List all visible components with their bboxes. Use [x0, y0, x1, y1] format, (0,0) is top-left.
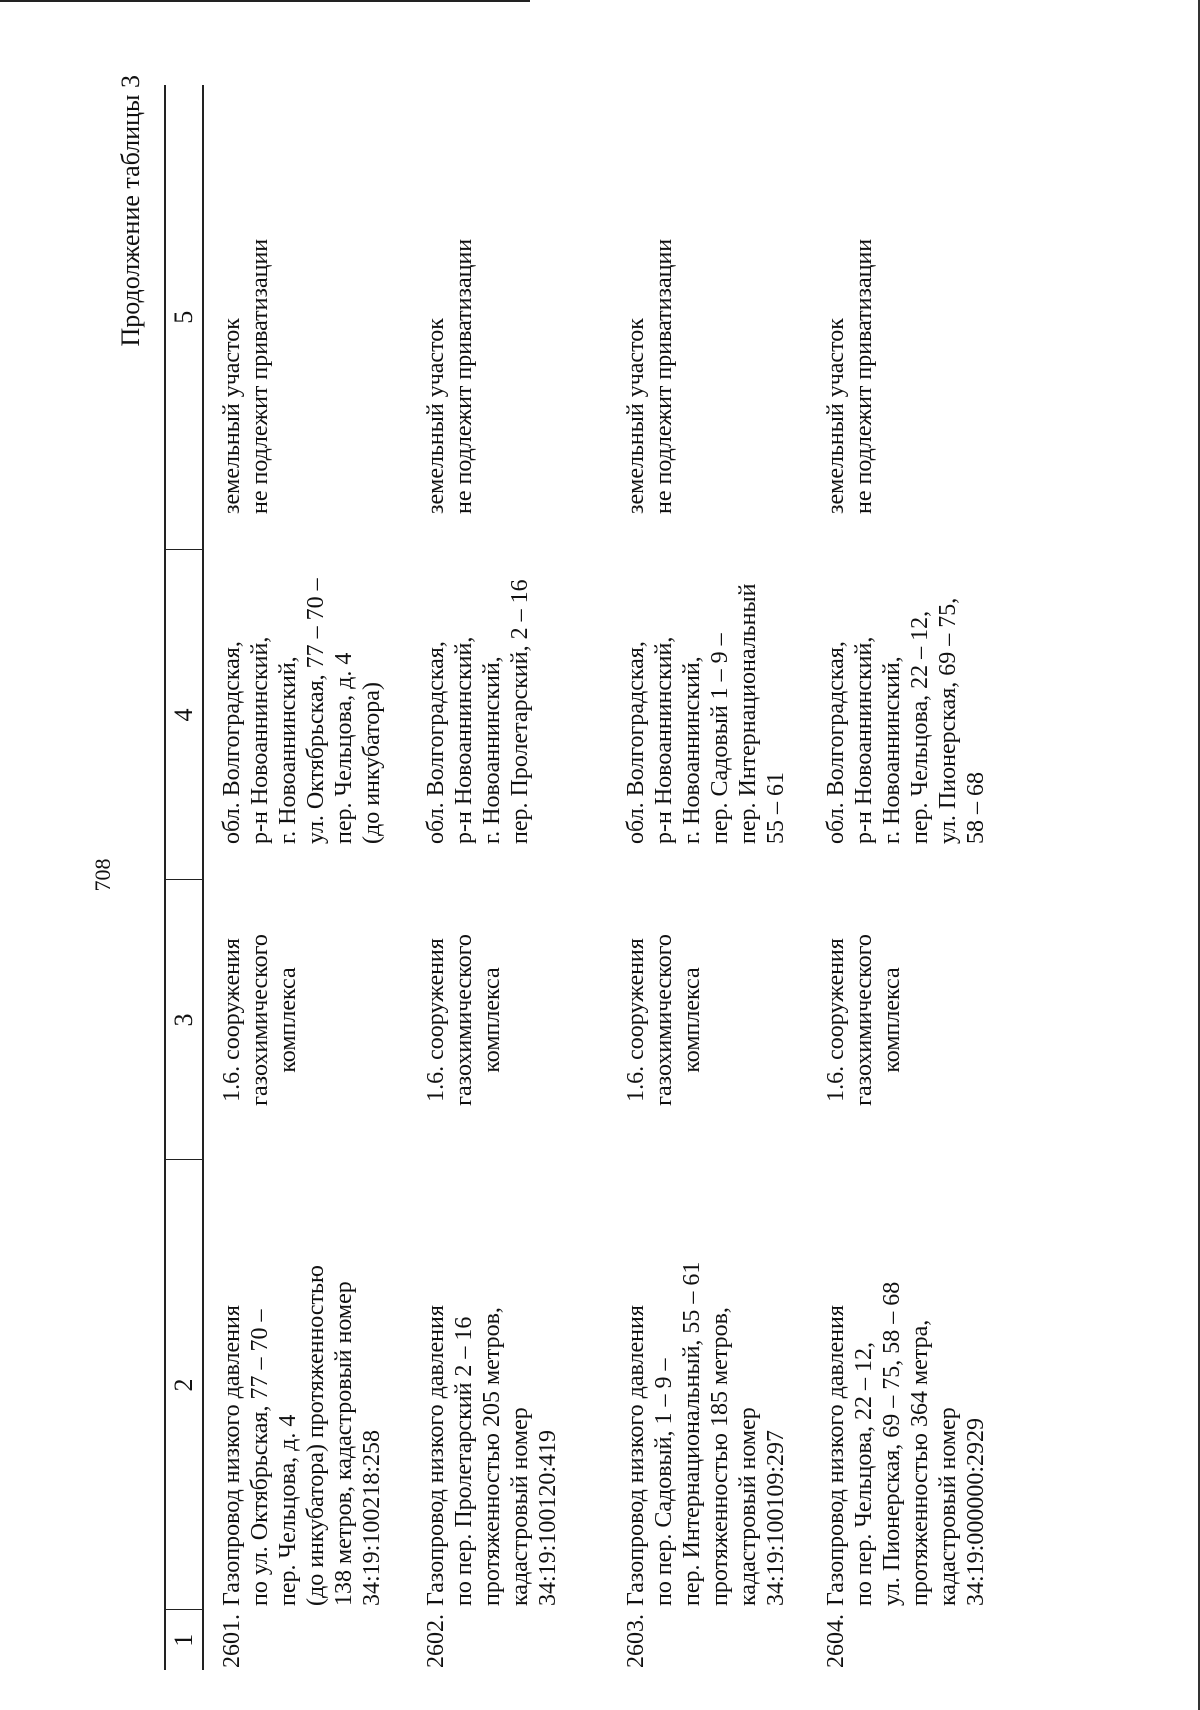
table-caption: Продолжение таблицы 3 — [116, 75, 145, 347]
object-category: 1.6. сооружения газохимического комплекса — [823, 934, 905, 1106]
column-header-3: 3 — [165, 880, 203, 1160]
column-header-5: 5 — [165, 85, 203, 550]
object-description: Газопровод низкого давления по пер. Пролетарский 2 – 16 протяженностью 205 метров, кадастровый номер 34:19:100120:419 — [423, 1305, 561, 1606]
land-note: земельный участок не подлежит приватизации — [823, 238, 877, 514]
land-note: земельный участок не подлежит приватизации — [219, 238, 273, 514]
row-number: 2602. — [423, 1614, 449, 1668]
object-address: обл. Волгоградская, р-н Новоаннинский, г. Новоаннинский, пер. Пролетарский, 2 – 16 — [423, 579, 533, 844]
row-number: 2603. — [623, 1614, 649, 1668]
scan-top-edge — [0, 0, 530, 2]
table-header-row — [165, 85, 203, 1670]
row-number: 2604. — [823, 1614, 849, 1668]
object-description: Газопровод низкого давления по пер. Садовый, 1 – 9 – пер. Интернациональный, 55 – 61 протяженностью 185 метров, кадастровый номер 34:19:100109:297 — [623, 1261, 789, 1606]
object-description: Газопровод низкого давления по ул. Октябрьская, 77 – 70 – пер. Чельцова, д. 4 (до инкубатора) протяженностью 138 метров, кадастровый номер 34:19:100218:258 — [219, 1265, 385, 1606]
object-category: 1.6. сооружения газохимического комплекса — [623, 934, 705, 1106]
land-note: земельный участок не подлежит приватизации — [623, 238, 677, 514]
column-header-1: 1 — [165, 1610, 203, 1670]
row-number: 2601. — [219, 1614, 245, 1668]
rotated-page — [90, 75, 1130, 1695]
table-row — [618, 85, 818, 1670]
object-description: Газопровод низкого давления по пер. Чельцова, 22 – 12, ул. Пионерская, 69 – 75, 58 – 68 протяженностью 364 метра, кадастровый номер 34:19:000000:2929 — [823, 1281, 989, 1606]
object-category: 1.6. сооружения газохимического комплекса — [219, 934, 301, 1106]
table-row — [818, 85, 1018, 1670]
table-row — [203, 85, 418, 1670]
object-address: обл. Волгоградская, р-н Новоаннинский, г. Новоаннинский, пер. Садовый 1 – 9 – пер. Интернациональный 55 – 61 — [623, 583, 789, 844]
property-table — [164, 85, 1018, 1670]
object-address: обл. Волгоградская, р-н Новоаннинский, г. Новоаннинский, ул. Октябрьская, 77 – 70 – пер. Чельцова, д. 4 (до инкубатора) — [219, 578, 385, 844]
column-header-2: 2 — [165, 1160, 203, 1610]
land-note: земельный участок не подлежит приватизации — [423, 238, 477, 514]
object-category: 1.6. сооружения газохимического комплекса — [423, 934, 505, 1106]
column-header-4: 4 — [165, 550, 203, 880]
page-number: 708 — [90, 858, 115, 892]
object-address: обл. Волгоградская, р-н Новоаннинский, г. Новоаннинский, пер. Чельцова, 22 – 12, ул. Пионерская, 69 – 75, 58 – 68 — [823, 597, 989, 844]
table-row — [418, 85, 618, 1670]
